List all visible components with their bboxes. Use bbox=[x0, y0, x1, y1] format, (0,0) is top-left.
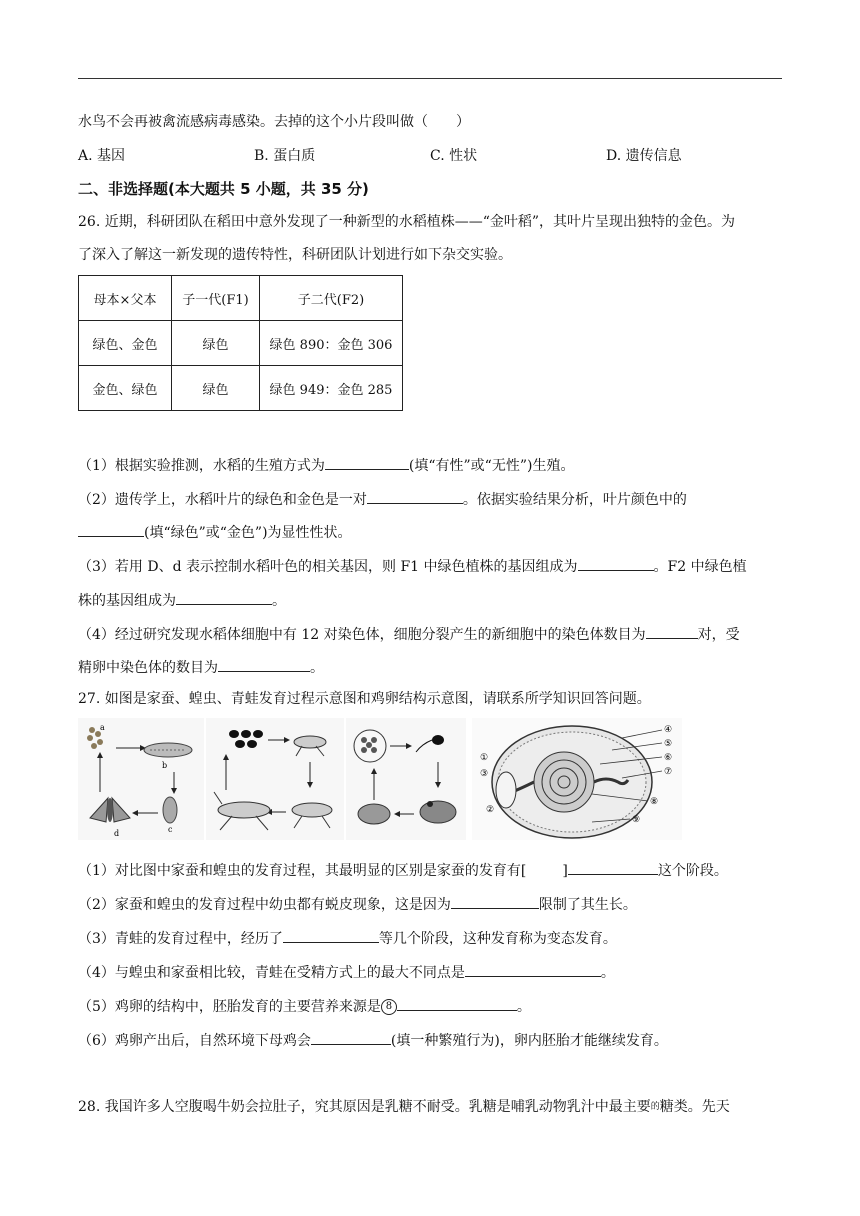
table-header-cell: 子二代(F2) bbox=[260, 276, 403, 321]
q28-stem bbox=[78, 1098, 730, 1116]
adult-frog-icon bbox=[420, 801, 456, 823]
q27-part4 bbox=[78, 962, 615, 982]
answer-blank[interactable] bbox=[397, 996, 517, 1011]
q28-stem-text: 28. 我国许多人空腹喝牛奶会拉肚子，究其原因是乳糖不耐受。乳糖是哺乳动物乳汁中最主要 bbox=[78, 1099, 651, 1115]
label-a: a bbox=[100, 723, 105, 732]
egg-label: ⑥ bbox=[664, 753, 673, 763]
q27-p3-tail: 等几个阶段，这种发育称为变态发育。 bbox=[378, 931, 617, 947]
q26-p3-text: （3）若用 D、d 表示控制水稻叶色的相关基因，则 F1 中绿色植株的基因组成为 bbox=[78, 559, 578, 575]
answer-blank[interactable] bbox=[283, 928, 379, 943]
answer-blank[interactable] bbox=[311, 1030, 391, 1045]
egg-label: ⑨ bbox=[632, 815, 641, 825]
answer-blank[interactable] bbox=[78, 522, 144, 537]
egg-label: ② bbox=[486, 805, 495, 815]
q27-part2 bbox=[78, 894, 637, 914]
silkworm-cycle-figure bbox=[78, 718, 204, 840]
table-header-cell: 子一代(F1) bbox=[172, 276, 260, 321]
q25-option-c: C. 性状 bbox=[430, 148, 478, 164]
table-cell: 金色、绿色 bbox=[79, 366, 172, 411]
q25-option-b: B. 蛋白质 bbox=[254, 148, 316, 164]
q27-p5-text: （5）鸡卵的结构中，胚胎发育的主要营养来源是 bbox=[78, 999, 381, 1015]
answer-blank[interactable] bbox=[176, 590, 272, 605]
cross-table bbox=[78, 275, 403, 411]
q26-p2b-tail: (填“绿色”或“金色”)为显性性状。 bbox=[144, 525, 352, 541]
q27-p1-mid: ] bbox=[562, 863, 568, 879]
label-d: d bbox=[114, 829, 120, 838]
q26-stem-line1: 26. 近期，科研团队在稻田中意外发现了一种新型的水稻植株——“金叶稻”，其叶片呈现出独特的金色。为 bbox=[78, 214, 736, 230]
q26-p4-text: （4）经过研究发现水稻体细胞中有 12 对染色体，细胞分裂产生的新细胞中的染色体数目为 bbox=[78, 627, 646, 643]
circled-number: 8 bbox=[381, 999, 397, 1015]
q27-p2-text: （2）家蚕和蝗虫的发育过程中幼虫都有蜕皮现象，这是因为 bbox=[78, 897, 451, 913]
q27-stem: 27. 如图是家蚕、蝗虫、青蛙发育过程示意图和鸡卵结构示意图，请联系所学知识回答问题。 bbox=[78, 691, 651, 707]
table-header-row bbox=[79, 276, 403, 321]
q26-p4b-text: 精卵中染色体的数目为 bbox=[78, 660, 218, 676]
egg-label: ① bbox=[480, 753, 489, 763]
table-row bbox=[79, 321, 403, 366]
answer-blank[interactable] bbox=[367, 489, 463, 504]
answer-blank[interactable] bbox=[325, 455, 409, 470]
egg-label: ⑧ bbox=[650, 797, 659, 807]
egg-label: ③ bbox=[480, 769, 489, 779]
q26-p4-tail: 对，受 bbox=[697, 627, 740, 643]
frog-cycle-figure bbox=[346, 718, 466, 840]
q26-p4b-tail: 。 bbox=[310, 660, 324, 676]
q26-part1 bbox=[78, 455, 574, 475]
q28-stem-sup: 的 bbox=[650, 1102, 660, 1112]
yolk bbox=[534, 752, 594, 812]
q27-p4-tail: 。 bbox=[600, 965, 615, 981]
header-rule bbox=[78, 78, 782, 79]
q28-stem-tail: 糖类。先天 bbox=[659, 1099, 730, 1115]
locust-cycle-figure bbox=[206, 718, 344, 840]
section-title: 二、非选择题(本大题共 5 小题，共 35 分) bbox=[78, 180, 369, 198]
table-row bbox=[79, 366, 403, 411]
q27-part5 bbox=[78, 996, 531, 1016]
table-cell: 绿色 bbox=[172, 366, 260, 411]
table-cell: 绿色、金色 bbox=[79, 321, 172, 366]
q25-option-d: D. 遗传信息 bbox=[606, 148, 682, 164]
answer-blank[interactable] bbox=[646, 624, 698, 639]
label-b: b bbox=[162, 761, 168, 770]
q27-p1-tail: 这个阶段。 bbox=[657, 863, 728, 879]
q25-stem-end: 水鸟不会再被禽流感病毒感染。去掉的这个小片段叫做（ ） bbox=[78, 114, 470, 130]
q26-p3b-tail: 。 bbox=[272, 593, 286, 609]
table-cell: 绿色 949：金色 285 bbox=[260, 366, 403, 411]
egg-label: ⑦ bbox=[664, 767, 673, 777]
q26-part4 bbox=[78, 624, 740, 644]
q27-p4-text: （4）与蝗虫和家蚕相比较，青蛙在受精方式上的最大不同点是 bbox=[78, 965, 465, 981]
q26-p3-tail: 。F2 中绿色植 bbox=[653, 559, 747, 575]
q26-part3 bbox=[78, 556, 747, 576]
q26-part2b bbox=[78, 522, 352, 542]
froglet-icon bbox=[358, 804, 390, 824]
label-c: c bbox=[168, 825, 173, 834]
q27-p6-text: （6）鸡卵产出后，自然环境下母鸡会 bbox=[78, 1033, 311, 1049]
q26-p2-text: （2）遗传学上，水稻叶片的绿色和金色是一对 bbox=[78, 492, 367, 508]
air-cell bbox=[496, 772, 516, 808]
table-cell: 绿色 890：金色 306 bbox=[260, 321, 403, 366]
egg-label: ⑤ bbox=[664, 739, 673, 749]
q27-p3-text: （3）青蛙的发育过程中，经历了 bbox=[78, 931, 283, 947]
q27-p5-tail: 。 bbox=[516, 999, 531, 1015]
q26-part3b bbox=[78, 590, 286, 610]
q26-p2-tail: 。依据实验结果分析，叶片颜色中的 bbox=[462, 492, 687, 508]
q27-part6 bbox=[78, 1030, 668, 1050]
q26-part4b bbox=[78, 657, 324, 677]
q27-part3 bbox=[78, 928, 617, 948]
q26-part2 bbox=[78, 489, 687, 509]
egg-label: ④ bbox=[664, 725, 673, 735]
q27-p2-tail: 限制了其生长。 bbox=[538, 897, 637, 913]
answer-blank[interactable] bbox=[451, 894, 539, 909]
q25-option-a: A. 基因 bbox=[78, 148, 126, 164]
larva-icon bbox=[144, 743, 192, 757]
table-cell: 绿色 bbox=[172, 321, 260, 366]
chicken-egg-figure bbox=[472, 718, 682, 840]
answer-blank[interactable] bbox=[578, 556, 654, 571]
q26-p1-text: （1）根据实验推测，水稻的生殖方式为 bbox=[78, 458, 325, 474]
q26-p1-tail: (填“有性”或“无性”)生殖。 bbox=[408, 458, 575, 474]
answer-blank[interactable] bbox=[218, 657, 310, 672]
answer-blank[interactable] bbox=[465, 962, 601, 977]
table-header-cell: 母本×父本 bbox=[79, 276, 172, 321]
q27-p1-text: （1）对比图中家蚕和蝗虫的发育过程，其最明显的区别是家蚕的发育有[ bbox=[78, 863, 527, 879]
q27-p6-tail: (填一种繁殖行为)，卵内胚胎才能继续发育。 bbox=[390, 1033, 668, 1049]
q26-stem-line2: 了深入了解这一新发现的遗传特性，科研团队计划进行如下杂交实验。 bbox=[78, 247, 512, 263]
pupa-icon bbox=[163, 797, 177, 823]
q26-p3b-text: 株的基因组成为 bbox=[78, 593, 176, 609]
q27-part1 bbox=[78, 860, 728, 880]
answer-blank[interactable] bbox=[568, 860, 658, 875]
